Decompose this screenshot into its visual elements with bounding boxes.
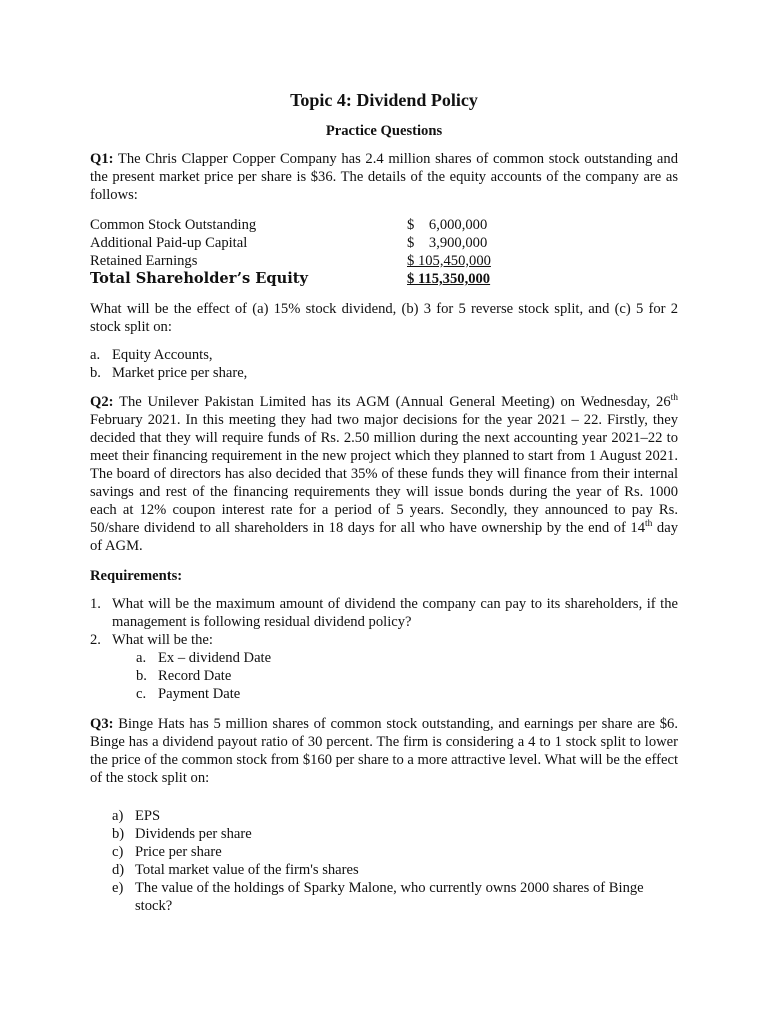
- question-2-label: Q2:: [90, 394, 114, 410]
- list-marker: e): [112, 880, 124, 896]
- list-item: [136, 667, 678, 685]
- superscript: th: [645, 519, 653, 529]
- question-1-text: The Chris Clapper Copper Company has 2.4 million shares of common stock outstanding and the present market price per share is $36. The details of the equity accounts of the company are as follows:: [90, 151, 679, 203]
- question-2-text-part: February 2021. In this meeting they had two major decisions for the year 2021 – 22. Firstly, they decided that they will require funds of Rs. 2.50 million during the next accounting year 2021–22 to meet their financing requirement in the new project which they planned to start from 1 August 2021. The board of directors has also decided that 35% of these funds they will finance from their internal savings and rest of the financing requirements they will issue bonds during the year of Rs. 1000 each at 12% coupon interest rate for a period of 5 years. Secondly, they announced to pay Rs. 50/share dividend to all shareholders in 18 days for all who have ownership by the end of 14: [90, 412, 678, 536]
- total-label: Total Shareholder’s Equity: [90, 270, 309, 287]
- table-row-total: [90, 270, 495, 288]
- list-marker: d): [112, 862, 125, 878]
- list-item-text: Market price per share,: [112, 365, 248, 381]
- list-item-text: EPS: [135, 808, 161, 824]
- total-amount: $ 115,350,000: [407, 271, 491, 287]
- question-2: [90, 393, 678, 555]
- table-row: [90, 252, 495, 270]
- list-marker: 2.: [90, 632, 101, 648]
- list-marker: b.: [90, 365, 101, 381]
- dates-sublist: [136, 649, 678, 703]
- table-row: [90, 216, 495, 234]
- list-item-text: Price per share: [135, 844, 222, 860]
- list-marker: c): [112, 844, 124, 860]
- row-label: Common Stock Outstanding: [90, 217, 257, 233]
- list-marker: b): [112, 826, 125, 842]
- question-1-label: Q1:: [90, 151, 114, 167]
- list-item: [112, 861, 678, 879]
- requirements-list: [90, 595, 678, 649]
- list-item-text: What will be the maximum amount of dividend the company can pay to its shareholders, if the management is following residual dividend policy?: [112, 596, 678, 630]
- row-amount: $ 105,450,000: [407, 253, 491, 269]
- superscript: th: [670, 393, 679, 403]
- table-row: [90, 234, 495, 252]
- list-item: [136, 685, 678, 703]
- question-3: [90, 715, 678, 787]
- page-title: Topic 4: Dividend Policy: [290, 90, 478, 110]
- row-label: Retained Earnings: [90, 253, 198, 269]
- list-item-text: Total market value of the firm's shares: [135, 862, 359, 878]
- list-marker: c.: [136, 686, 147, 702]
- page-subtitle: Practice Questions: [325, 123, 443, 139]
- list-item-text: Payment Date: [158, 686, 241, 702]
- row-amount: $ 3,900,000: [407, 235, 488, 251]
- question-1: [90, 150, 678, 204]
- list-item: [90, 364, 678, 382]
- list-marker: 1.: [90, 596, 101, 612]
- question-3-label: Q3:: [90, 716, 114, 732]
- list-item: [112, 807, 678, 825]
- list-marker: a.: [90, 347, 101, 363]
- list-marker: a): [112, 808, 124, 824]
- list-item: [90, 595, 678, 631]
- list-item: [90, 631, 678, 649]
- row-amount: $ 6,000,000: [407, 217, 488, 233]
- list-item-text: The value of the holdings of Sparky Malone, who currently owns 2000 shares of Binge stock?: [135, 880, 644, 914]
- list-item-text: Equity Accounts,: [112, 347, 213, 363]
- equity-accounts-table: [90, 216, 495, 288]
- document-page: [90, 88, 678, 915]
- list-marker: a.: [136, 650, 147, 666]
- question-2-text-part: day of AGM.: [90, 520, 678, 554]
- list-item: [112, 843, 678, 861]
- question-1-items: [90, 346, 678, 382]
- list-item-text: Record Date: [158, 668, 232, 684]
- requirements-heading: Requirements:: [90, 568, 183, 584]
- question-1-prompt: What will be the effect of (a) 15% stock dividend, (b) 3 for 5 reverse stock split, and (c) 5 for 2 stock split on:: [90, 301, 678, 335]
- list-item: [136, 649, 678, 667]
- list-item: [112, 879, 678, 915]
- list-item: [112, 825, 678, 843]
- row-label: Additional Paid-up Capital: [90, 235, 248, 251]
- question-2-text-part: The Unilever Pakistan Limited has its AGM (Annual General Meeting) on Wednesday, 26: [119, 394, 671, 410]
- list-marker: b.: [136, 668, 147, 684]
- question-3-text: Binge Hats has 5 million shares of common stock outstanding, and earnings per share are $6. Binge has a dividend payout ratio of 30 percent. The firm is considering a 4 to 1 stock split to lower the price of the common stock from $160 per share to a more attractive level. What will be the effect of the stock split on:: [90, 716, 678, 786]
- question-3-items: [112, 807, 678, 915]
- list-item: [90, 346, 678, 364]
- list-item-text: What will be the:: [112, 632, 213, 648]
- list-item-text: Ex – dividend Date: [158, 650, 272, 666]
- list-item-text: Dividends per share: [135, 826, 252, 842]
